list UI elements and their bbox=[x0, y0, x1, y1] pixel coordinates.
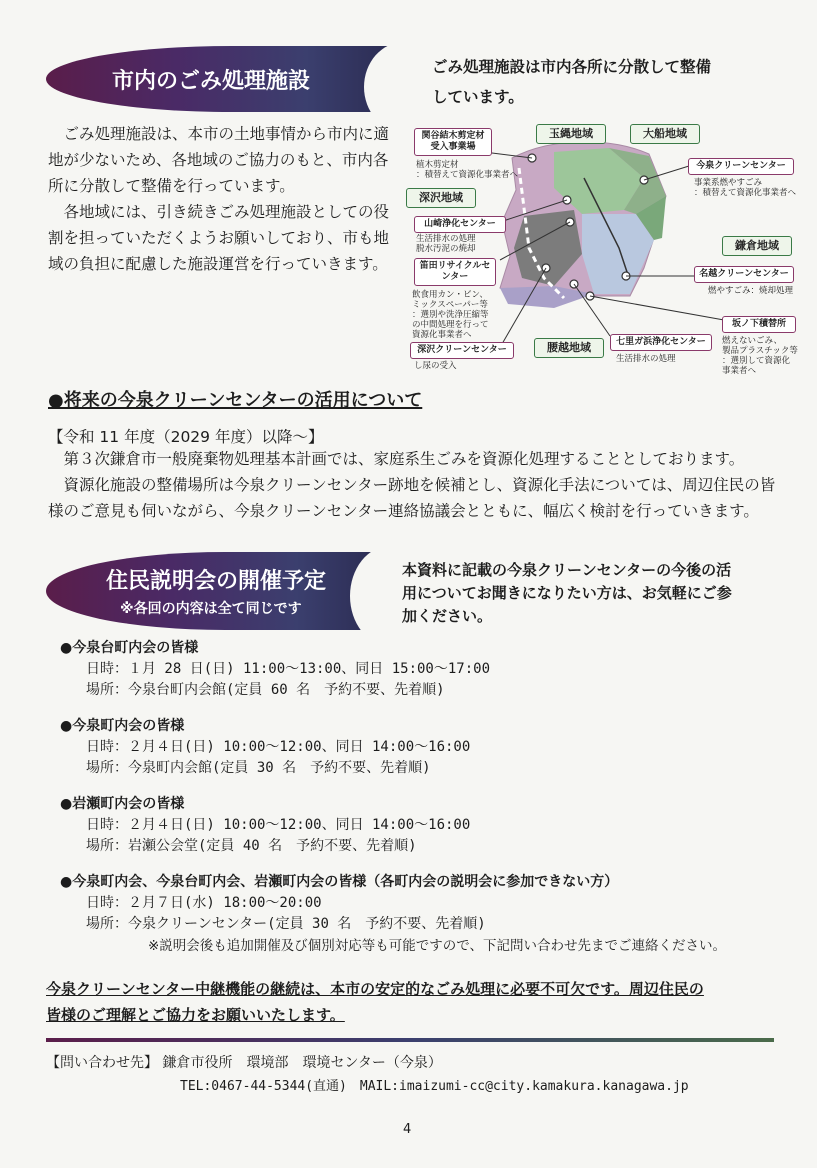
meeting-place: 場所：今泉町内会館(定員 30 名 予約不要、先着順) bbox=[86, 760, 431, 776]
facility-note-imaizumi: 事業系燃やすごみ ：積替えて資源化事業者へ bbox=[694, 178, 797, 198]
facility-label-fukasawa-cc: 深沢クリーンセンター bbox=[410, 342, 514, 359]
contact-divider bbox=[46, 1038, 774, 1042]
meeting-title: ●岩瀬町内会の皆様 bbox=[60, 796, 185, 812]
facility-note-shichirigahama: 生活排水の処理 bbox=[616, 354, 676, 364]
facility-label-nagoe: 名越クリーンセンター bbox=[694, 266, 794, 283]
section2-paragraph: 第３次鎌倉市一般廃棄物処理基本計画では、家庭系生ごみを資源化処理することとしております。 bbox=[63, 450, 745, 468]
section3-side-text bbox=[402, 559, 792, 628]
contact-org: 鎌倉市役所 環境部 環境センター（今泉） bbox=[162, 1055, 442, 1071]
section3-banner bbox=[46, 552, 404, 630]
meeting-title: ●今泉台町内会の皆様 bbox=[60, 640, 199, 656]
meeting-footnote: ※説明会後も追加開催及び個別対応等も可能ですので、下記問い合わせ先までご連絡ください。 bbox=[148, 938, 727, 954]
facility-map bbox=[404, 118, 804, 386]
page-number: 4 bbox=[403, 1122, 412, 1137]
meeting-date: 日時：２月４日(日) 10:00～12:00、同日 14:00～16:00 bbox=[86, 739, 471, 755]
contact-tel-mail: TEL:0467-44-5344(直通) MAIL:imaizumi-cc@city.kamakura.kanagawa.jp bbox=[180, 1079, 689, 1094]
facility-note-yamazaki: 生活排水の処理 脱水汚泥の焼却 bbox=[416, 234, 476, 254]
section3-subtitle: ※各回の内容は全て同じです bbox=[120, 601, 302, 617]
facility-label-imaizumi: 今泉クリーンセンター bbox=[688, 158, 794, 175]
section2-body bbox=[48, 446, 778, 524]
meeting-item bbox=[60, 793, 780, 857]
section2-paragraph: 資源化施設の整備場所は今泉クリーンセンター跡地を候補とし、資源化手法については、周辺住民の皆様のご意見も伺いながら、今泉クリーンセンター連絡協議会とともに、幅広く検討を行っていきます。 bbox=[48, 476, 776, 520]
facility-note-sakanoshita: 飲食用カン・ビン、 ミックスペーパー等 ：選別や洗浄圧縮等 の中間処理を行って 資源化事業者へ bbox=[412, 290, 489, 340]
region-label-tamanawa: 玉縄地域 bbox=[536, 124, 606, 144]
section2-period: 【令和 11 年度（2029 年度）以降～】 bbox=[48, 428, 324, 446]
region-label-ofuna: 大船地域 bbox=[630, 124, 700, 144]
section1-side-text bbox=[432, 52, 792, 112]
meeting-list bbox=[60, 637, 780, 935]
meeting-item bbox=[60, 715, 780, 779]
facility-label-sakanoshita2: 坂ノ下積替所 bbox=[722, 316, 796, 333]
meeting-title: ●今泉町内会、今泉台町内会、岩瀬町内会の皆様（各町内会の説明会に参加できない方） bbox=[60, 874, 619, 890]
facility-note-sekiya: 植木剪定材 ：積替えて資源化事業者へ bbox=[416, 160, 519, 180]
facility-note-sakanoshita2: 燃えないごみ、 製品プラスチック等 ：選別して資源化 事業者へ bbox=[722, 336, 798, 376]
facility-note-nagoe: 燃やすごみ：焼却処理 bbox=[708, 286, 794, 296]
contact-block bbox=[46, 1051, 786, 1099]
closing-line: 皆様のご理解とご協力をお願いいたします。 bbox=[46, 1006, 345, 1024]
meeting-date: 日時：１月 28 日(日) 11:00～13:00、同日 15:00～17:00 bbox=[86, 661, 491, 677]
section1-body bbox=[48, 121, 398, 277]
meeting-date: 日時：２月７日(水) 18:00～20:00 bbox=[86, 895, 322, 911]
section1-side-line: ごみ処理施設は市内各所に分散して整備 bbox=[432, 58, 712, 76]
facility-label-shichirigahama: 七里ガ浜浄化センター bbox=[610, 334, 712, 351]
meeting-place: 場所：岩瀬公会堂(定員 40 名 予約不要、先着順) bbox=[86, 838, 417, 854]
section3-side-line: 加ください。 bbox=[402, 607, 493, 625]
facility-label-sekiya: 関谷結木剪定材受入事業場 bbox=[414, 128, 492, 156]
section3-title: 住民説明会の開催予定 bbox=[106, 569, 327, 594]
region-label-fukasawa: 深沢地域 bbox=[406, 188, 476, 208]
section1-title: 市内のごみ処理施設 bbox=[112, 69, 311, 94]
region-label-kamakura: 鎌倉地域 bbox=[722, 236, 792, 256]
section1-paragraph: 各地域には、引き続きごみ処理施設としての役割を担っていただくようお願いしており、市も地域の負担に配慮した施設運営を行っていきます。 bbox=[48, 203, 390, 273]
meeting-place: 場所：今泉クリーンセンター(定員 30 名 予約不要、先着順) bbox=[86, 916, 486, 932]
closing-line: 今泉クリーンセンター中継機能の継続は、本市の安定的なごみ処理に必要不可欠です。周辺住民の bbox=[46, 980, 704, 998]
meeting-title: ●今泉町内会の皆様 bbox=[60, 718, 185, 734]
region-label-koshigoe: 腰越地域 bbox=[534, 338, 604, 358]
contact-row bbox=[46, 1051, 786, 1075]
section3-side-line: 用についてお聞きになりたい方は、お気軽にご参 bbox=[402, 584, 732, 602]
section2-heading: ●将来の今泉クリーンセンターの活用について bbox=[48, 390, 423, 411]
closing-statement bbox=[46, 976, 786, 1028]
section1-banner bbox=[46, 46, 418, 112]
section1-paragraph: ごみ処理施設は、本市の土地事情から市内に適地が少ないため、各地域のご協力のもと、市内各所に分散して整備を行っています。 bbox=[48, 125, 390, 195]
meeting-place: 場所：今泉台町内会館(定員 60 名 予約不要、先着順) bbox=[86, 682, 445, 698]
facility-note-fukasawa-cc: し尿の受入 bbox=[414, 361, 457, 371]
contact-label: 【問い合わせ先】 bbox=[46, 1055, 158, 1071]
section1-side-line: しています。 bbox=[432, 88, 524, 106]
facility-label-sakanoshita: 笛田リサイクルセンター bbox=[414, 258, 496, 286]
section3-side-line: 本資料に記載の今泉クリーンセンターの今後の活 bbox=[402, 561, 732, 579]
facility-label-yamazaki: 山崎浄化センター bbox=[414, 216, 506, 233]
meeting-date: 日時：２月４日(日) 10:00～12:00、同日 14:00～16:00 bbox=[86, 817, 471, 833]
meeting-item bbox=[60, 871, 780, 935]
meeting-item bbox=[60, 637, 780, 701]
